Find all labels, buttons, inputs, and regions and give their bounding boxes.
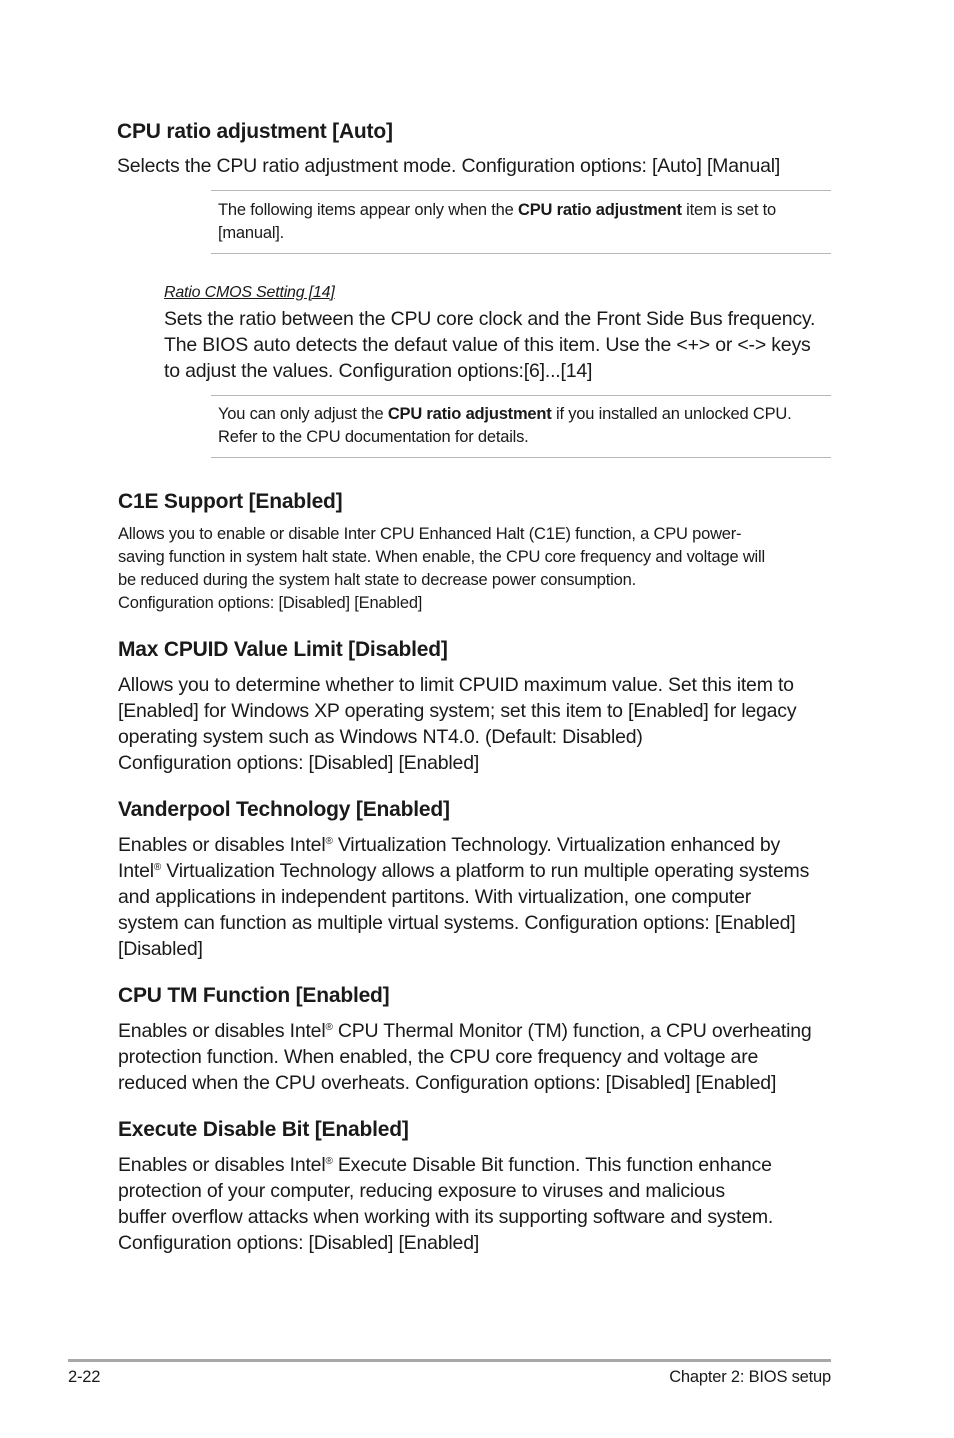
cpu-ratio-note: The following items appear only when the CPU ratio adjustment item is set to [manual]. — [218, 201, 776, 242]
cpu-ratio-note-2: You can only adjust the CPU ratio adjustment if you installed an unlocked CPU. Refer to the CPU documentation for details. — [218, 405, 792, 446]
chapter-label: Chapter 2: BIOS setup — [669, 1368, 831, 1386]
cpu-tm-description: Enables or disables Intel® CPU Thermal Monitor (TM) function, a CPU overheating protection function. When enabled, the CPU core frequency and voltage are reduced when the CPU overheats. Configuration options: [Disabled] [Enabled] — [118, 1020, 812, 1094]
section-heading-vanderpool: Vanderpool Technology [Enabled] — [118, 798, 450, 821]
xd-bit-description: Enables or disables Intel® Execute Disable Bit function. This function enhance protection of your computer, reducing exposure to viruses and malicious buffer overflow attacks when working with its supporting software and system. Configuration options: [Disabled] [Enabled] — [118, 1154, 774, 1254]
page-number: 2-22 — [68, 1368, 101, 1386]
note-top-rule — [211, 190, 831, 191]
ratio-cmos-description: Sets the ratio between the CPU core clock and the Front Side Bus frequency. The BIOS auto detects the defaut value of this item. Use the <+> or <-> keys to adjust the values. Configuration options:[6]...[14] — [164, 308, 816, 382]
section-heading-cpu-ratio: CPU ratio adjustment [Auto] — [117, 120, 393, 143]
note2-bottom-rule — [211, 457, 831, 458]
note2-top-rule — [211, 395, 831, 396]
section-heading-max-cpuid: Max CPUID Value Limit [Disabled] — [118, 638, 448, 661]
note-bottom-rule — [211, 253, 831, 254]
footer-rule — [68, 1359, 831, 1362]
cpu-ratio-description: Selects the CPU ratio adjustment mode. Configuration options: [Auto] [Manual] — [117, 155, 781, 177]
c1e-description: Allows you to enable or disable Inter CPU Enhanced Halt (C1E) function, a CPU power- saving function in system halt state. When enable, the CPU core frequency and voltage will be reduced during the system halt state to decrease power consumption. Configuration options: [Disabled] [Enabled] — [118, 525, 765, 612]
section-heading-xd-bit: Execute Disable Bit [Enabled] — [118, 1118, 409, 1141]
subitem-heading-ratio-cmos: Ratio CMOS Setting [14] — [164, 284, 335, 301]
section-heading-cpu-tm: CPU TM Function [Enabled] — [118, 984, 390, 1007]
vanderpool-description: Enables or disables Intel® Virtualization Technology. Virtualization enhanced by Intel® Virtualization Technology allows a platform to run multiple operating systems and applications in independent partitons. With virtualization, one computer system can function as multiple virtual systems. Configuration options: [Enabled] [Disabled] — [118, 834, 810, 960]
section-heading-c1e: C1E Support [Enabled] — [118, 490, 343, 513]
max-cpuid-description: Allows you to determine whether to limit CPUID maximum value. Set this item to [Enabled] for Windows XP operating system; set this item to [Enabled] for legacy operating system such as Windows NT4.0. (Default: Disabled) Configuration options: [Disabled] [Enabled] — [118, 674, 797, 774]
